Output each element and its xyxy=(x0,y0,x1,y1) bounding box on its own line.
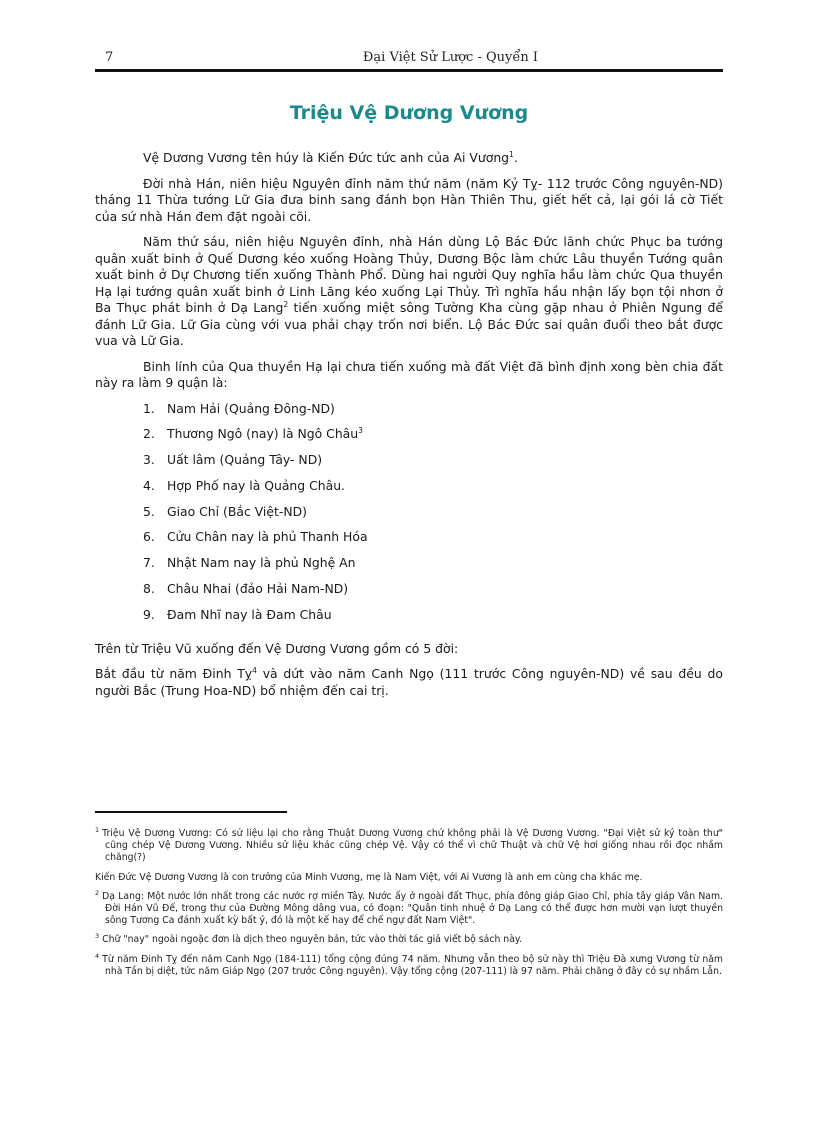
district-list xyxy=(95,401,723,633)
list-item: 8. Châu Nhai (đảo Hải Nam-ND) xyxy=(143,581,349,597)
footnote-1: $^1$ Triệu Vệ Dương Vương: Có sử liệu lại cho rằng Thuật Dương Vương chứ không phải là Vệ Dương Vương. "Đại Việt sử ký toàn thư" cũng chép Vệ Dương Vương. Nhiều sử liệu khác cũng chép Vệ. Vậy có thể vì chữ Thuật và chữ Vệ hơi giống nhau rồi đọc nhầm chăng(?) xyxy=(95,825,723,864)
page-header xyxy=(95,50,723,68)
paragraph-1: Vệ Dương Vương tên húy là Kiến Đức tức anh của Ai Vương$^1$. xyxy=(143,149,518,165)
footnote-ref-1[interactable]: 1 xyxy=(509,149,514,159)
list-item: 7. Nhật Nam nay là phủ Nghệ An xyxy=(143,555,356,571)
paragraph-6: Bắt đầu từ năm Đinh Tỵ$^4$ và dứt vào năm Canh Ngọ (111 trước Công nguyên-ND) về sau đều do người Bắc (Trung Hoa-ND) bổ nhiệm đến cai trị. xyxy=(95,666,723,698)
list-item: 2. Thương Ngô (nay) là Ngô Châu$^3$ xyxy=(143,426,363,442)
footnote-ref-2[interactable]: 2 xyxy=(283,299,289,309)
chapter-title: Triệu Vệ Dương Vương xyxy=(289,102,529,124)
paragraph-5: Trên từ Triệu Vũ xuống đến Vệ Dương Vương gồm có 5 đời: xyxy=(95,640,459,656)
list-item: 6. Cửu Chân nay là phủ Thanh Hóa xyxy=(143,529,368,545)
page-number: 7 xyxy=(105,50,114,65)
list-item: 4. Hợp Phố nay là Quảng Châu. xyxy=(143,477,345,493)
paragraph-3: Năm thứ sáu, niên hiệu Nguyên đỉnh, nhà Hán dùng Lộ Bác Đức lãnh chức Phục ba tướng quân xuất binh ở Quế Dương kéo xuống Hoàng Thủy, Dương Bộc làm chức Lâu thuyền Tướng quân xuất binh ở Dự Chương tiến xuống Thành Phổ. Dùng hai người Quy nghĩa hầu làm chức Qua thuyền Hạ lại tướng quân xuất binh ở Linh Lăng kéo xuống Lại Thủy. Trì nghĩa hầu nhận lấy bọn tội nhơn ở Ba Thục phát binh ở Dạ Lang$^2$ tiến xuống miệt sông Tường Kha cùng gặp nhau ở Phiên Ngung để đánh Lữ Gia. Lữ Gia cùng với vua phải chạy trốn nơi biển. Lộ Bác Đức sai quân đuổi theo bắt được vua và Lữ Gia. xyxy=(95,234,723,348)
paragraph-2: Đời nhà Hán, niên hiệu Nguyên đỉnh năm thứ năm (năm Kỷ Tỵ- 112 trước Công nguyên-ND) tháng 11 Thừa tướng Lữ Gia đưa binh sang đánh bọn Hàn Thiên Thu, giết hết cả, lại gói lá cờ Tiết của sứ nhà Hán đem đặt ngoài cõi. xyxy=(95,175,723,224)
running-title: Đại Việt Sử Lược - Quyển I xyxy=(362,50,538,65)
header-rule xyxy=(95,69,723,72)
list-item: 3. Uất lâm (Quảng Tây- ND) xyxy=(143,452,323,468)
footnote-3: $^3$ Chữ "nay" ngoài ngoặc đơn là dịch theo nguyên bản, tức vào thời tác giả viết bộ sách này. xyxy=(95,932,523,946)
footnote-separator xyxy=(95,811,287,813)
footnote-2: $^2$ Dạ Lang: Một nước lớn nhất trong các nước rợ miền Tây. Nước ấy ở ngoài đất Thục, phía đông giáp Giao Chỉ, phía tây giáp Vân Nam. Đời Hán Vũ Đế, trong thư của Đường Mông dâng vua, có đoạn: "Quân tinh nhuệ ở Dạ Lang có thể được hơn mười vạn lượt thuyền sông Tương Ca đánh xuất kỳ bất ý, đó là một kế hay để chế ngự đất Nam Việt". xyxy=(95,888,723,927)
list-item: 5. Giao Chỉ (Bắc Việt-ND) xyxy=(143,503,307,519)
footnote-1-continued: Kiến Đức Vệ Dương Vương là con trưởng của Minh Vương, mẹ là Nam Việt, với Ai Vương là anh em cùng cha khác mẹ. xyxy=(95,871,643,883)
list-item: 9. Đam Nhĩ nay là Đam Châu xyxy=(143,606,332,622)
main-text xyxy=(95,150,723,708)
footnote-ref-3[interactable]: 3 xyxy=(358,426,363,436)
footnotes xyxy=(95,825,723,985)
footnote-ref-4[interactable]: 4 xyxy=(252,666,257,676)
list-item: 1. Nam Hải (Quảng Đông-ND) xyxy=(143,400,335,416)
footnote-4: $^4$ Từ năm Đinh Tỵ đến năm Canh Ngọ (184-111) tổng cộng đúng 74 năm. Nhưng vẫn theo bộ sử này thì Triệu Đà xưng Vương từ năm nhà Tần bị diệt, tức năm Giáp Ngọ (207 trước Công nguyên). Vậy tổng cộng (207-111) là 97 năm. Phải chăng ở đây có sự nhầm Lẫn. xyxy=(95,951,723,977)
paragraph-4: Binh lính của Qua thuyền Hạ lại chưa tiến xuống mà đất Việt đã bình định xong bèn chia đất này ra làm 9 quận là: xyxy=(95,358,723,390)
